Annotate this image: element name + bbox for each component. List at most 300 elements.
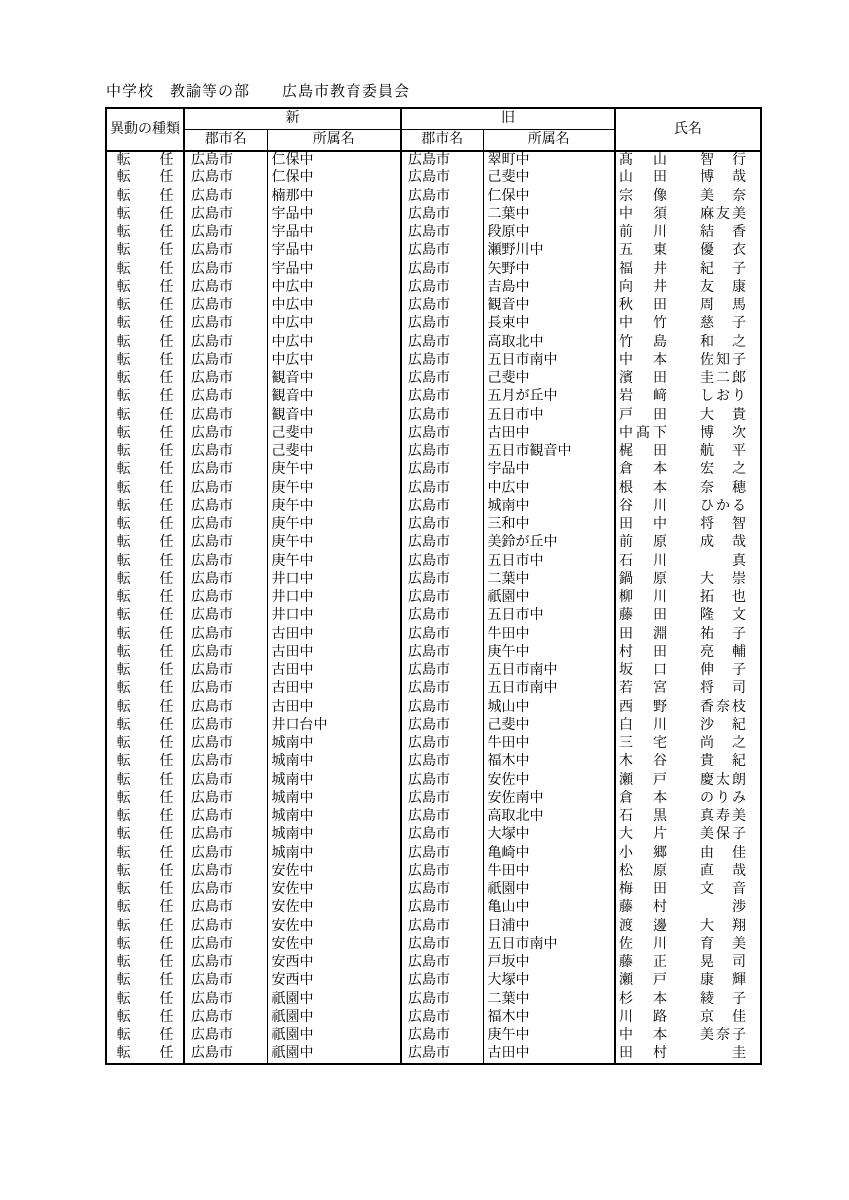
- table-row: [106, 753, 761, 771]
- cell-name: [615, 571, 761, 589]
- cell-new-school: 楠那中: [267, 188, 401, 206]
- cell-old-school: 己斐中: [483, 169, 615, 187]
- name-given: 文 音: [700, 882, 746, 898]
- transfer-type-label: 転 任: [116, 225, 174, 241]
- cell-new-city: 広島市: [184, 370, 267, 388]
- cell-new-city: 広島市: [184, 571, 267, 589]
- table-row: [106, 224, 761, 242]
- cell-new-school: 宇品中: [267, 224, 401, 242]
- cell-old-school: 安佐南中: [483, 790, 615, 808]
- cell-transfer-type: [106, 297, 184, 315]
- cell-new-school: 中広中: [267, 352, 401, 370]
- transfer-type-label: 転 任: [116, 334, 174, 350]
- cell-name: [615, 790, 761, 808]
- cell-old-school: 己斐中: [483, 717, 615, 735]
- cell-old-city: 広島市: [401, 863, 483, 881]
- cell-new-city: 広島市: [184, 936, 267, 954]
- cell-name: [615, 151, 761, 169]
- name-given: 友 康: [700, 279, 746, 295]
- cell-new-school: 庚午中: [267, 480, 401, 498]
- cell-new-school: 仁保中: [267, 169, 401, 187]
- name-given: 結 香: [700, 225, 746, 241]
- transfer-type-label: 転 任: [116, 298, 174, 314]
- name-given: 智 行: [700, 152, 746, 168]
- cell-new-school: 庚午中: [267, 534, 401, 552]
- cell-name: [615, 644, 761, 662]
- cell-new-city: 広島市: [184, 297, 267, 315]
- name-given: 宏 之: [700, 462, 746, 478]
- name-given: 博 哉: [700, 170, 746, 186]
- cell-old-city: 広島市: [401, 772, 483, 790]
- cell-name: [615, 461, 761, 479]
- transfer-type-label: 転 任: [116, 553, 174, 569]
- name-given: 大 翔: [700, 918, 746, 934]
- cell-name: [615, 918, 761, 936]
- cell-new-city: 広島市: [184, 589, 267, 607]
- cell-name: [615, 845, 761, 863]
- cell-old-school: 日浦中: [483, 918, 615, 936]
- transfer-type-label: 転 任: [116, 188, 174, 204]
- table-row: [106, 297, 761, 315]
- table-row: [106, 1045, 761, 1063]
- cell-transfer-type: [106, 571, 184, 589]
- cell-transfer-type: [106, 826, 184, 844]
- cell-new-school: 井口中: [267, 571, 401, 589]
- cell-old-city: 広島市: [401, 206, 483, 224]
- name-given: 紀 子: [700, 261, 746, 277]
- cell-transfer-type: [106, 553, 184, 571]
- table-row: [106, 826, 761, 844]
- cell-new-city: 広島市: [184, 735, 267, 753]
- cell-new-city: 広島市: [184, 662, 267, 680]
- transfer-type-label: 転 任: [116, 1045, 174, 1061]
- cell-new-school: 古田中: [267, 644, 401, 662]
- name-family: 前 川: [619, 225, 667, 241]
- name-given: 美 保 子: [700, 827, 746, 843]
- cell-new-city: 広島市: [184, 169, 267, 187]
- cell-transfer-type: [106, 845, 184, 863]
- table-row: [106, 352, 761, 370]
- cell-transfer-type: [106, 516, 184, 534]
- cell-new-school: 庚午中: [267, 516, 401, 534]
- name-given: ひ か る: [700, 498, 746, 514]
- transfer-type-label: 転 任: [116, 809, 174, 825]
- transfer-type-label: 転 任: [116, 827, 174, 843]
- cell-name: [615, 315, 761, 333]
- header-old: 旧: [401, 108, 615, 129]
- cell-old-school: 三和中: [483, 516, 615, 534]
- name-given: 博 次: [700, 425, 746, 441]
- table-row: [106, 151, 761, 169]
- cell-new-city: 広島市: [184, 717, 267, 735]
- cell-new-city: 広島市: [184, 1009, 267, 1027]
- cell-new-school: 中広中: [267, 315, 401, 333]
- cell-new-school: 祇園中: [267, 991, 401, 1009]
- cell-old-city: 広島市: [401, 808, 483, 826]
- cell-old-school: 中広中: [483, 480, 615, 498]
- cell-old-city: 広島市: [401, 607, 483, 625]
- cell-new-city: 広島市: [184, 753, 267, 771]
- name-given: 佐 知 子: [700, 352, 746, 368]
- cell-name: [615, 206, 761, 224]
- cell-old-city: 広島市: [401, 261, 483, 279]
- cell-old-school: 古田中: [483, 1045, 615, 1063]
- cell-new-school: 宇品中: [267, 206, 401, 224]
- name-given: 航 平: [700, 444, 746, 460]
- table-row: [106, 954, 761, 972]
- cell-old-city: 広島市: [401, 991, 483, 1009]
- cell-transfer-type: [106, 206, 184, 224]
- cell-old-city: 広島市: [401, 826, 483, 844]
- name-family: 戸 田: [619, 407, 667, 423]
- cell-old-school: 福木中: [483, 1009, 615, 1027]
- name-given: 直 哉: [700, 863, 746, 879]
- name-given: 麻 友 美: [700, 206, 746, 222]
- cell-name: [615, 680, 761, 698]
- name-given: 祐 子: [700, 626, 746, 642]
- cell-old-school: 高取北中: [483, 334, 615, 352]
- cell-old-city: 広島市: [401, 443, 483, 461]
- cell-old-city: 広島市: [401, 662, 483, 680]
- cell-new-school: 井口中: [267, 607, 401, 625]
- name-family: 村 田: [619, 644, 667, 660]
- name-family: 瀬 戸: [619, 973, 667, 989]
- cell-old-school: 己斐中: [483, 370, 615, 388]
- cell-transfer-type: [106, 279, 184, 297]
- cell-new-city: 広島市: [184, 808, 267, 826]
- name-given: 圭: [732, 1045, 746, 1061]
- name-given: 拓 也: [700, 590, 746, 606]
- cell-name: [615, 370, 761, 388]
- transfer-type-label: 転 任: [116, 243, 174, 259]
- transfer-type-label: 転 任: [116, 152, 174, 168]
- cell-old-school: 五日市中: [483, 553, 615, 571]
- name-given: 貴 紀: [700, 754, 746, 770]
- cell-old-city: 広島市: [401, 1027, 483, 1045]
- cell-name: [615, 1027, 761, 1045]
- cell-old-city: 広島市: [401, 516, 483, 534]
- name-family: 大 片: [619, 827, 667, 843]
- cell-name: [615, 1045, 761, 1063]
- name-family: 山 田: [619, 170, 667, 186]
- transfer-type-label: 転 任: [116, 717, 174, 733]
- transfer-type-label: 転 任: [116, 936, 174, 952]
- cell-name: [615, 498, 761, 516]
- table-row: [106, 735, 761, 753]
- table-row: [106, 607, 761, 625]
- cell-name: [615, 224, 761, 242]
- name-given: 大 崇: [700, 571, 746, 587]
- name-family: 木 谷: [619, 754, 667, 770]
- name-given: の り み: [700, 790, 746, 806]
- cell-new-school: 祇園中: [267, 1009, 401, 1027]
- cell-name: [615, 826, 761, 844]
- cell-new-school: 観音中: [267, 370, 401, 388]
- name-given: 由 佳: [700, 845, 746, 861]
- cell-old-city: 広島市: [401, 753, 483, 771]
- cell-name: [615, 899, 761, 917]
- cell-new-city: 広島市: [184, 388, 267, 406]
- table-row: [106, 863, 761, 881]
- cell-new-school: 古田中: [267, 662, 401, 680]
- cell-new-school: 祇園中: [267, 1027, 401, 1045]
- cell-new-city: 広島市: [184, 772, 267, 790]
- cell-transfer-type: [106, 790, 184, 808]
- name-family: 前 原: [619, 535, 667, 551]
- cell-new-city: 広島市: [184, 461, 267, 479]
- cell-new-city: 広島市: [184, 407, 267, 425]
- cell-new-city: 広島市: [184, 826, 267, 844]
- name-family: 竹 島: [619, 334, 667, 350]
- name-family: 小 郷: [619, 845, 667, 861]
- cell-new-city: 広島市: [184, 644, 267, 662]
- name-given: 渉: [732, 900, 746, 916]
- cell-old-city: 広島市: [401, 881, 483, 899]
- transfer-type-label: 転 任: [116, 352, 174, 368]
- cell-old-city: 広島市: [401, 315, 483, 333]
- cell-name: [615, 261, 761, 279]
- cell-transfer-type: [106, 607, 184, 625]
- page-title: 中学校 教諭等の部 広島市教育委員会: [106, 84, 411, 100]
- name-given: 真 寿 美: [700, 809, 746, 825]
- cell-old-school: 城山中: [483, 699, 615, 717]
- table-row: [106, 553, 761, 571]
- cell-new-school: 古田中: [267, 626, 401, 644]
- transfer-type-label: 転 任: [116, 535, 174, 551]
- cell-new-city: 広島市: [184, 151, 267, 169]
- name-given: 綾 子: [700, 991, 746, 1007]
- name-family: 向 井: [619, 279, 667, 295]
- cell-new-city: 広島市: [184, 680, 267, 698]
- cell-name: [615, 753, 761, 771]
- name-family: 濱 田: [619, 371, 667, 387]
- cell-old-school: 祇園中: [483, 589, 615, 607]
- table-body: [106, 151, 761, 1064]
- cell-old-school: 瀬野川中: [483, 242, 615, 260]
- name-given: 慶 太 朗: [700, 772, 746, 788]
- cell-name: [615, 334, 761, 352]
- table-row: [106, 808, 761, 826]
- cell-new-city: 広島市: [184, 334, 267, 352]
- cell-old-school: 五日市中: [483, 607, 615, 625]
- cell-name: [615, 352, 761, 370]
- cell-name: [615, 991, 761, 1009]
- table-row: [106, 918, 761, 936]
- cell-old-school: 二葉中: [483, 991, 615, 1009]
- cell-name: [615, 279, 761, 297]
- table-row: [106, 425, 761, 443]
- cell-new-city: 広島市: [184, 242, 267, 260]
- transfer-type-label: 転 任: [116, 608, 174, 624]
- cell-old-city: 広島市: [401, 498, 483, 516]
- name-family: 倉 本: [619, 462, 667, 478]
- cell-transfer-type: [106, 991, 184, 1009]
- table-row: [106, 480, 761, 498]
- cell-new-school: 安佐中: [267, 918, 401, 936]
- cell-transfer-type: [106, 315, 184, 333]
- cell-old-city: 広島市: [401, 899, 483, 917]
- cell-name: [615, 480, 761, 498]
- name-family: 坂 口: [619, 663, 667, 679]
- cell-transfer-type: [106, 772, 184, 790]
- cell-old-city: 広島市: [401, 790, 483, 808]
- cell-new-school: 城南中: [267, 790, 401, 808]
- cell-new-city: 広島市: [184, 954, 267, 972]
- cell-old-school: 五月が丘中: [483, 388, 615, 406]
- cell-old-school: 翠町中: [483, 151, 615, 169]
- cell-name: [615, 936, 761, 954]
- cell-old-city: 広島市: [401, 224, 483, 242]
- cell-old-school: 高取北中: [483, 808, 615, 826]
- name-given: 隆 文: [700, 608, 746, 624]
- name-family: 瀬 戸: [619, 772, 667, 788]
- cell-transfer-type: [106, 334, 184, 352]
- table-row: [106, 334, 761, 352]
- cell-old-school: 二葉中: [483, 206, 615, 224]
- cell-transfer-type: [106, 753, 184, 771]
- cell-old-school: 牛田中: [483, 863, 615, 881]
- cell-new-city: 広島市: [184, 699, 267, 717]
- cell-new-city: 広島市: [184, 790, 267, 808]
- cell-old-city: 広島市: [401, 644, 483, 662]
- table-row: [106, 1027, 761, 1045]
- table-row: [106, 188, 761, 206]
- cell-new-city: 広島市: [184, 845, 267, 863]
- cell-new-city: 広島市: [184, 607, 267, 625]
- transfer-type-label: 転 任: [116, 681, 174, 697]
- cell-transfer-type: [106, 1045, 184, 1063]
- cell-name: [615, 388, 761, 406]
- cell-name: [615, 972, 761, 990]
- cell-transfer-type: [106, 461, 184, 479]
- table-row: [106, 699, 761, 717]
- cell-new-city: 広島市: [184, 279, 267, 297]
- cell-name: [615, 662, 761, 680]
- name-family: 川 路: [619, 1009, 667, 1025]
- transfer-type-label: 転 任: [116, 261, 174, 277]
- table-row: [106, 899, 761, 917]
- cell-old-school: 宇品中: [483, 461, 615, 479]
- cell-new-city: 広島市: [184, 626, 267, 644]
- transfer-type-label: 転 任: [116, 517, 174, 533]
- cell-new-school: 古田中: [267, 699, 401, 717]
- cell-old-school: 庚午中: [483, 644, 615, 662]
- cell-new-city: 広島市: [184, 443, 267, 461]
- cell-old-city: 広島市: [401, 553, 483, 571]
- cell-transfer-type: [106, 662, 184, 680]
- name-family: 中 須: [619, 206, 667, 222]
- transfer-type-label: 転 任: [116, 498, 174, 514]
- name-given: 慈 子: [700, 316, 746, 332]
- cell-transfer-type: [106, 899, 184, 917]
- transfer-type-label: 転 任: [116, 279, 174, 295]
- cell-old-school: 仁保中: [483, 188, 615, 206]
- cell-old-city: 広島市: [401, 626, 483, 644]
- header-new: 新: [184, 108, 401, 129]
- table-row: [106, 315, 761, 333]
- cell-old-city: 広島市: [401, 717, 483, 735]
- cell-old-city: 広島市: [401, 151, 483, 169]
- name-family: 中 竹: [619, 316, 667, 332]
- cell-old-city: 広島市: [401, 425, 483, 443]
- cell-transfer-type: [106, 1027, 184, 1045]
- table-row: [106, 881, 761, 899]
- transfer-type-label: 転 任: [116, 699, 174, 715]
- cell-old-city: 広島市: [401, 407, 483, 425]
- cell-old-city: 広島市: [401, 680, 483, 698]
- cell-new-school: 城南中: [267, 826, 401, 844]
- cell-new-school: 観音中: [267, 407, 401, 425]
- name-family: 石 川: [619, 553, 667, 569]
- name-given: 尚 之: [700, 736, 746, 752]
- cell-transfer-type: [106, 370, 184, 388]
- cell-transfer-type: [106, 699, 184, 717]
- cell-old-school: 吉島中: [483, 279, 615, 297]
- cell-new-school: 安西中: [267, 954, 401, 972]
- table-row: [106, 443, 761, 461]
- name-family: 若 宮: [619, 681, 667, 697]
- table-row: [106, 242, 761, 260]
- header-name: 氏名: [615, 108, 761, 151]
- name-given: 圭 二 郎: [700, 371, 746, 387]
- cell-old-school: 大塚中: [483, 826, 615, 844]
- cell-old-school: 古田中: [483, 425, 615, 443]
- cell-transfer-type: [106, 534, 184, 552]
- transfer-type-label: 転 任: [116, 170, 174, 186]
- cell-new-school: 己斐中: [267, 425, 401, 443]
- table-row: [106, 407, 761, 425]
- cell-old-school: 観音中: [483, 297, 615, 315]
- name-family: 中 本: [619, 1028, 667, 1044]
- name-family: 佐 川: [619, 936, 667, 952]
- cell-old-school: 五日市南中: [483, 352, 615, 370]
- cell-old-city: 広島市: [401, 954, 483, 972]
- cell-new-school: 宇品中: [267, 261, 401, 279]
- cell-name: [615, 717, 761, 735]
- cell-transfer-type: [106, 388, 184, 406]
- transfer-type-label: 転 任: [116, 462, 174, 478]
- table-row: [106, 279, 761, 297]
- name-given: 美 奈 子: [700, 1028, 746, 1044]
- transfer-type-label: 転 任: [116, 644, 174, 660]
- cell-new-school: 中広中: [267, 297, 401, 315]
- header-old-city: 郡市名: [401, 129, 483, 151]
- transfer-type-label: 転 任: [116, 316, 174, 332]
- cell-transfer-type: [106, 242, 184, 260]
- name-family: 梅 田: [619, 882, 667, 898]
- cell-transfer-type: [106, 881, 184, 899]
- transfer-type-label: 転 任: [116, 663, 174, 679]
- cell-transfer-type: [106, 936, 184, 954]
- cell-name: [615, 553, 761, 571]
- cell-name: [615, 242, 761, 260]
- cell-transfer-type: [106, 735, 184, 753]
- cell-name: [615, 954, 761, 972]
- name-family: 五 東: [619, 243, 667, 259]
- cell-transfer-type: [106, 224, 184, 242]
- table-row: [106, 261, 761, 279]
- cell-old-city: 広島市: [401, 169, 483, 187]
- cell-old-city: 広島市: [401, 461, 483, 479]
- cell-transfer-type: [106, 863, 184, 881]
- cell-new-school: 井口中: [267, 589, 401, 607]
- table-row: [106, 644, 761, 662]
- cell-transfer-type: [106, 626, 184, 644]
- cell-name: [615, 589, 761, 607]
- table-row: [106, 516, 761, 534]
- transfer-type-label: 転 任: [116, 371, 174, 387]
- cell-new-school: 安佐中: [267, 936, 401, 954]
